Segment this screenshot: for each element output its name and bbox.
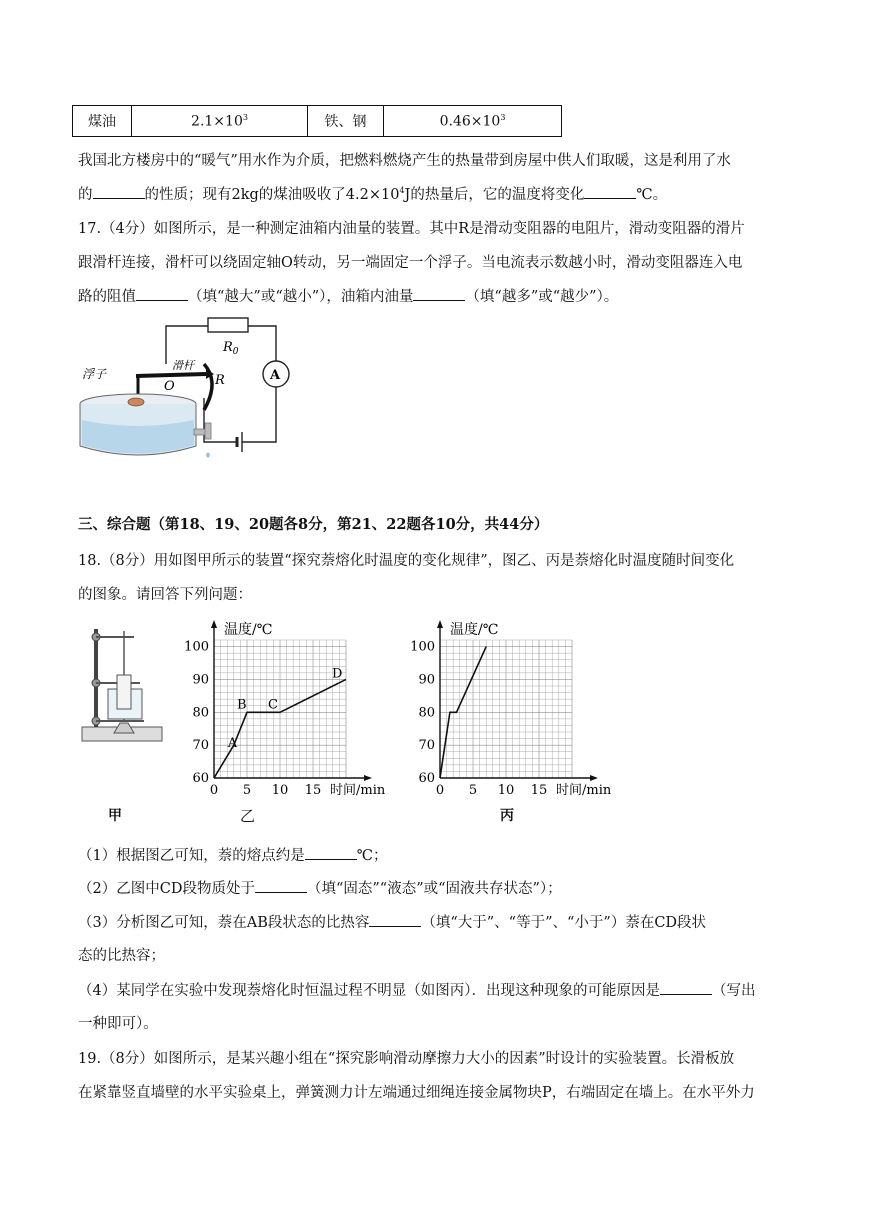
answer-blank[interactable]: [369, 912, 421, 927]
y-tick-label: 60: [192, 771, 209, 786]
y-tick-label: 70: [192, 738, 209, 754]
y-tick-label: 90: [418, 672, 435, 688]
specific-heat-table: [72, 105, 562, 137]
x-tick-label: 10: [271, 783, 289, 798]
y-axis-arrow: [437, 620, 443, 628]
q18-sub-1: （1）根据图乙可知，萘的熔点约是 ℃；: [78, 844, 387, 865]
q18-sub-4-cont: 一种即可）。: [78, 1016, 158, 1032]
answer-blank[interactable]: [136, 286, 188, 301]
x-tick-label: 0: [209, 783, 219, 798]
answer-blank[interactable]: [584, 184, 636, 199]
chart-bing: [404, 618, 624, 798]
y-tick-label: 60: [418, 771, 435, 786]
resistor-r0: [208, 318, 248, 332]
point-label: B: [237, 697, 247, 713]
ammeter-label: A: [270, 368, 281, 383]
pivot-o-label: O: [164, 379, 175, 394]
q18-sub-2: （2）乙图中CD段物质处于 （填“固态”“液态”或“固液共存状态”）；: [78, 877, 562, 898]
q18-sub-3-cont: 态的比热容；: [78, 948, 165, 964]
float-label: 浮子: [82, 367, 107, 381]
q18-line-2: 的图象。请回答下列问题：: [78, 587, 252, 603]
resistor-r-label: R: [215, 373, 225, 388]
x-axis-label: 时间/min: [330, 783, 386, 798]
q19-line-2: 在紧靠竖直墙壁的水平实验桌上，弹簧测力计左端通过细绳连接金属物块P，右端固定在墙上。在水平外力: [78, 1085, 755, 1101]
x-axis-label: 时间/min: [556, 783, 612, 798]
oil-gauge-figure: [78, 314, 318, 466]
q16-line-2: 的 的性质；现有2kg的煤油吸收了$4.2\times 10^4J$的热量后，它的温度将变化 ℃。: [78, 183, 667, 204]
point-label: D: [332, 666, 343, 682]
y-tick-label: 80: [418, 705, 435, 721]
float-icon: [128, 398, 144, 406]
answer-blank[interactable]: [255, 878, 307, 893]
x-axis-arrow: [364, 775, 372, 781]
table-cell-kerosene: 煤油: [73, 106, 132, 137]
q16-line-1: 我国北方楼房中的“暖气”用水作为介质，把燃料燃烧产生的热量带到房屋中供人们取暖，这是利用了水: [78, 153, 731, 169]
figure-label-bing: 丙: [500, 808, 514, 824]
q17-line-2: 跟滑杆连接，滑杆可以绕固定轴O转动，另一端固定一个浮子。当电流表示数越小时，滑动变阻器连入电: [78, 255, 743, 271]
y-tick-label: 100: [410, 639, 435, 655]
x-axis-arrow: [590, 775, 598, 781]
q18-line-1: 18.（8分）用如图甲所示的装置“探究萘熔化时温度的变化规律”，图乙、丙是萘熔化时温度随时间变化: [78, 553, 735, 569]
x-tick-label: 0: [435, 783, 445, 798]
table-cell-kerosene-value: $2.1\times 10^3$: [132, 106, 308, 137]
chart-yi: [178, 618, 386, 798]
answer-blank[interactable]: [413, 286, 465, 301]
answer-blank[interactable]: [305, 845, 357, 860]
figure-label-jia: 甲: [108, 808, 122, 824]
q17-line-1: 17.（4分）如图所示，是一种测定油箱内油量的装置。其中R是滑动变阻器的电阻片，滑动变阻器的滑片: [78, 221, 745, 237]
y-axis-arrow: [211, 620, 217, 628]
q18-sub-4: （4）某同学在实验中发现萘熔化时恒温过程不明显（如图丙）．出现这种现象的可能原因是 （写出: [78, 979, 755, 1000]
answer-blank[interactable]: [93, 184, 145, 199]
x-tick-label: 5: [468, 783, 478, 798]
table-cell-iron-steel: 铁、钢: [308, 106, 384, 137]
x-tick-label: 5: [242, 783, 252, 798]
x-tick-label: 10: [497, 783, 515, 798]
rod-label: 滑杆: [172, 359, 194, 372]
point-label: A: [227, 736, 238, 752]
q17-line-3: 路的阻值 （填“越大”或“越小”），油箱内油量 （填“越多”或“越少”）。: [78, 285, 618, 306]
q19-line-1: 19.（8分）如图所示，是某兴趣小组在“探究影响滑动摩擦力大小的因素”时设计的实验装置。长滑板放: [78, 1051, 735, 1067]
table-cell-iron-value: $0.46\times 10^3$: [384, 106, 562, 137]
y-tick-label: 80: [192, 705, 209, 721]
q18-sub-3: （3）分析图乙可知，萘在AB段状态的比热容 （填“大于”、“等于”、“小于”）萘在CD段状: [78, 911, 706, 932]
apparatus-figure-jia: [78, 625, 168, 750]
y-tick-label: 90: [192, 672, 209, 688]
resistor-r0-label: $R_0$: [223, 340, 239, 357]
rod: [136, 374, 206, 376]
answer-blank[interactable]: [660, 980, 712, 995]
point-label: C: [268, 697, 278, 713]
section-title: 三、综合题（第18、19、20题各8分，第21、22题各10分，共44分）: [78, 516, 549, 533]
x-tick-label: 15: [530, 783, 548, 798]
y-tick-label: 100: [184, 639, 209, 655]
figure-label-yi: 乙: [240, 807, 256, 825]
y-axis-label: 温度/℃: [450, 622, 499, 638]
y-axis-label: 温度/℃: [224, 622, 273, 638]
x-tick-label: 15: [304, 783, 322, 798]
y-tick-label: 70: [418, 738, 435, 754]
